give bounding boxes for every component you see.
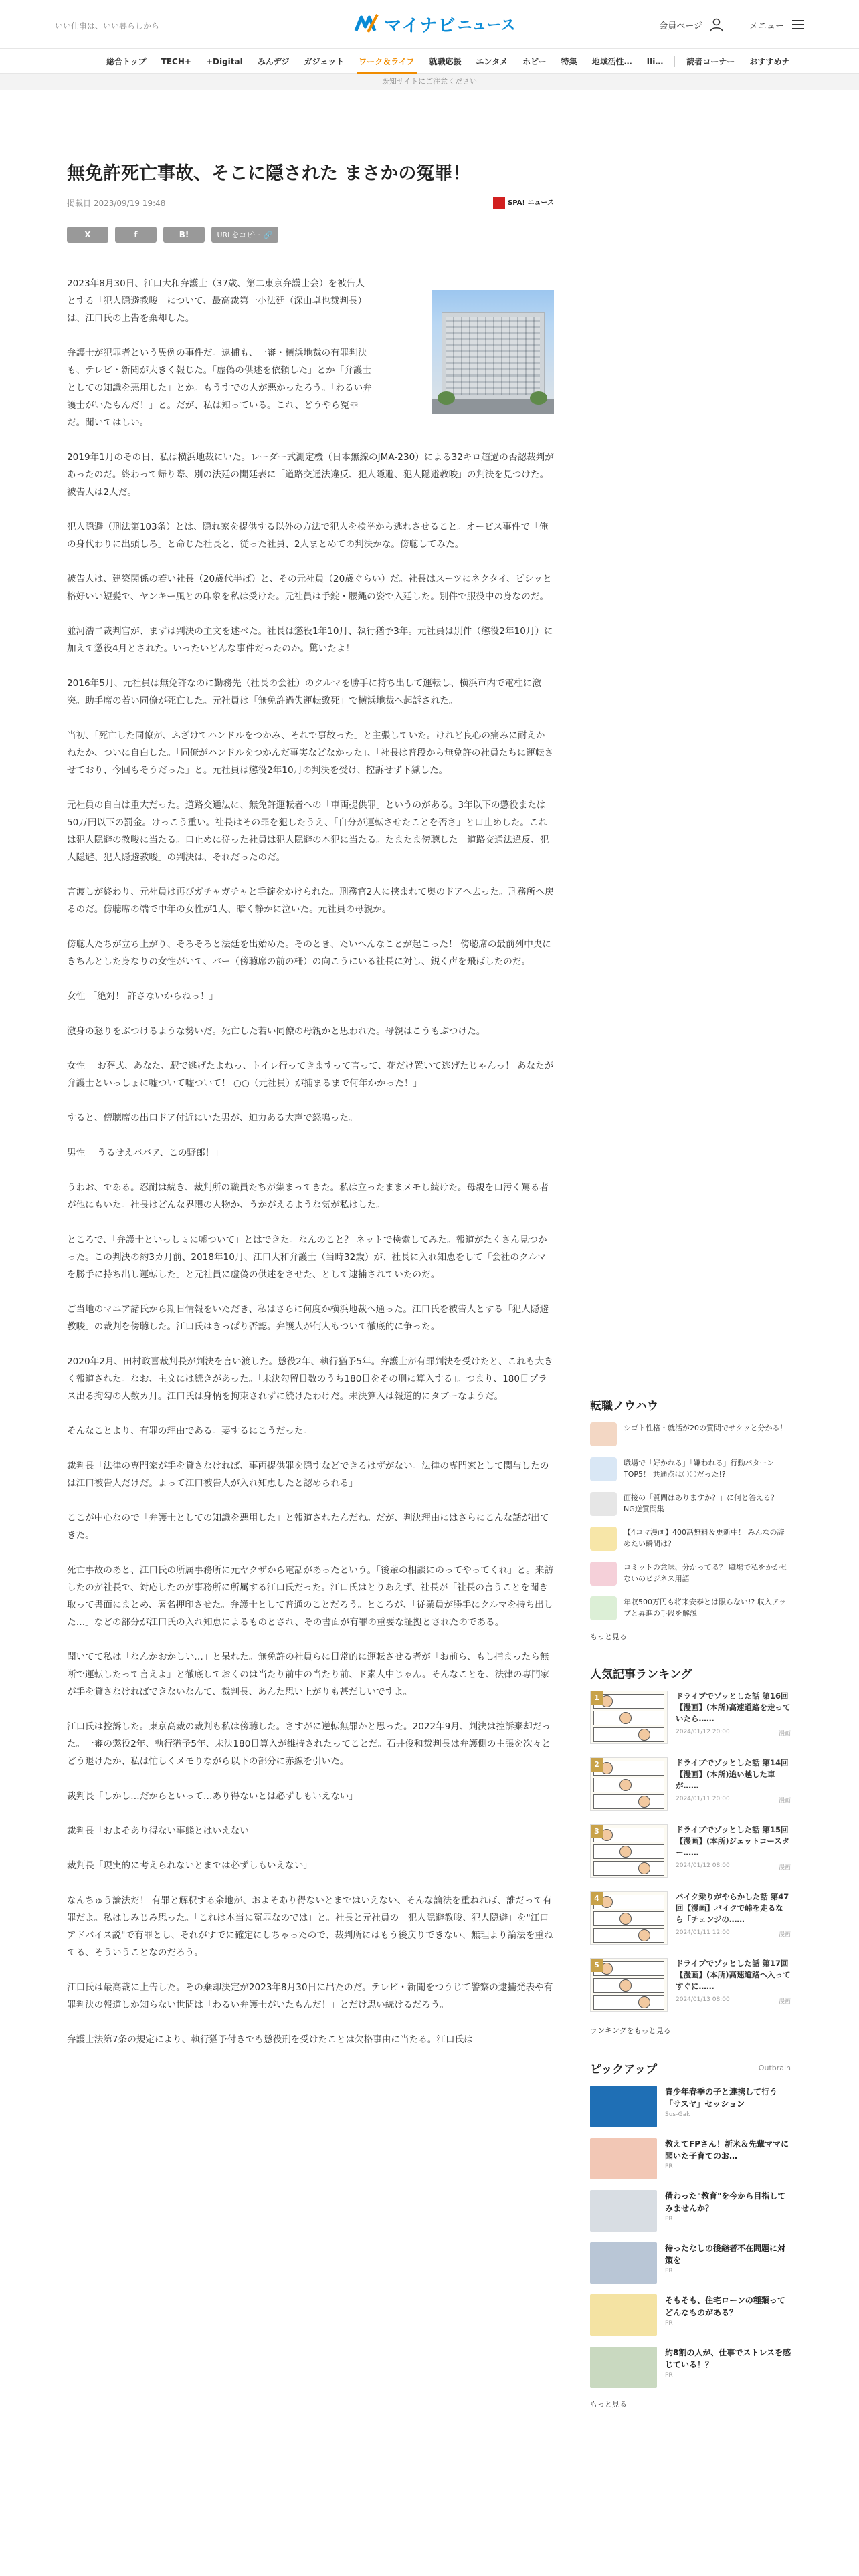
pickup-thumbnail bbox=[590, 2242, 657, 2284]
pickup-source: PR bbox=[665, 2320, 673, 2327]
building-shape bbox=[442, 312, 545, 399]
ranking-item[interactable] bbox=[590, 1757, 791, 1811]
pickup-info bbox=[665, 2190, 791, 2233]
paragraph: ご当地のマニア諸氏から期日情報をいただき、私はさらに何度か横浜地裁へ通った。江口氏を被告人とする「犯人隠避教唆」の裁判を傍聴した。江口氏はきっぱり否認。弁護人が何人もついて徹底的に争った。 bbox=[67, 1304, 549, 1332]
rank-badge: 4 bbox=[591, 1892, 603, 1905]
paragraph: ここが中心なので「弁護士としての知識を悪用した」と報道されたんだね。だが、判決理由にはさらにこんな話が出てきた。 bbox=[67, 1513, 549, 1541]
paragraph: 言渡しが終わり、元社員は再びガチャガチャと手錠をかけられた。刑務官2人に挟まれて奥のドアへ去った。刑務所へ戻るのだ。傍聴席の端で中年の女性が1人、暗く静かに泣いた。元社員の母親か。 bbox=[67, 887, 554, 915]
ranking-date: 2024/01/11 20:00 bbox=[676, 1796, 730, 1802]
pickup-source: PR bbox=[665, 2163, 673, 2170]
paragraph: 男性 「うるせえババア、この野郎！」 bbox=[67, 1148, 223, 1158]
paragraph: 弁護士法第7条の規定により、執行猶予付きでも懲役刑を受けたことは欠格事由に当たる。江口氏は bbox=[67, 2034, 473, 2045]
article bbox=[67, 160, 554, 2066]
paragraph: 死亡事故のあと、江口氏の所属事務所に元ヤクザから電話があったという。「後輩の相談にのってやってくれ」と。来訪したのが社長で、対応したのが事務所に所属する江口氏だった。江口氏はとりあえず、社長が「社長の言うことを聞き取って書面にまとめ、署名押印させた。弁護士として普通のことだろう。ところが、「従業員が勝手にクルマを持ち出した…」などの部分が江口氏の入れ知恵によるものとされ、その書面が有罪の重要な証拠とされたのである。 bbox=[67, 1565, 553, 1628]
pickup-info bbox=[665, 2242, 791, 2285]
know-how-item[interactable] bbox=[590, 1422, 791, 1448]
copy-url-label: URLをコピー bbox=[217, 231, 261, 239]
paragraph: 犯人隠避（刑法第103条）とは、隠れ家を提供する以外の方法で犯人を検挙から逃れさせること。オービス事件で「俺の身代わりに出頭しろ」と命じた社長と、従った社員、2人まとめての判決かな。傍聴してみた。 bbox=[67, 522, 549, 550]
pickup-title: 備わった"教育"を今から目指してみませんか？ bbox=[665, 2191, 786, 2213]
comic-figure bbox=[638, 1996, 650, 2008]
pickup-thumbnail bbox=[590, 2190, 657, 2232]
comic-panel bbox=[593, 1794, 664, 1809]
know-how-item[interactable] bbox=[590, 1457, 791, 1483]
pickup-item[interactable] bbox=[590, 2347, 791, 2389]
comic-panel bbox=[593, 1995, 664, 2010]
ranking-heading: 人気記事ランキング bbox=[590, 1668, 692, 1681]
paragraph: 激身の怒りをぶつけるような勢いだ。死亡した若い同僚の母親かと思われた。母親はこうもぶつけた。 bbox=[67, 1026, 486, 1037]
know-how-title: 職場で「好かれる」「嫌われる」行動パターンTOP5！ 共通点は〇〇だった!? bbox=[624, 1459, 775, 1479]
ranking-meta bbox=[676, 1996, 791, 2005]
pickup-title: 約8割の人が、仕事でストレスを感じている！？ bbox=[665, 2348, 791, 2369]
article-body bbox=[67, 275, 554, 2048]
pickup-item[interactable] bbox=[590, 2242, 791, 2285]
paragraph: 傍聴人たちが立ち上がり、そろそろと法廷を出始めた。そのとき、たいへんなことが起こった！ 傍聴席の最前列中央にきちんとした身なりの女性がいて、バー（傍聴席の前の柵）の向こうにいる社長に対し、鋭く声を飛ばしたのだ。 bbox=[67, 939, 551, 967]
nav-item[interactable]: ホビー bbox=[522, 57, 547, 66]
ranking-item[interactable] bbox=[590, 1958, 791, 2012]
comic-figure bbox=[619, 1779, 632, 1791]
logo-sub-text: ニュース bbox=[457, 17, 516, 34]
global-nav bbox=[0, 48, 859, 74]
pickup-title: 青少年春季の子と連携して行う「サスヤ」セッション bbox=[665, 2087, 778, 2109]
comic-panel bbox=[593, 1928, 664, 1943]
ranking-title: ドライブでゾッとした話 第15回【漫画】(本所)ジェットコースター…… bbox=[676, 1825, 790, 1857]
nav-item[interactable]: TECH+ bbox=[161, 57, 191, 66]
share-facebook-button[interactable]: f bbox=[115, 227, 157, 243]
know-how-item[interactable] bbox=[590, 1562, 791, 1587]
rank-badge: 1 bbox=[591, 1691, 603, 1705]
know-how-title: シゴト性格・就活が20の質問でサクッと分かる！ bbox=[624, 1424, 787, 1432]
paragraph: 弁護士が犯罪者という異例の事件だ。逮捕も、一審・横浜地裁の有罪判決も、テレビ・新聞が大きく報じた。「虚偽の供述を依頼した」とか「弁護士としての知識を悪用した」とか。もうすでの人が悪かったろう。「わるい弁護士がいたもんだ！」と。だが、私は知っている。これ、どうやら冤罪だ。聞いてはしい。 bbox=[67, 348, 372, 428]
ranking-item[interactable] bbox=[590, 1691, 791, 1744]
paragraph: そんなことより、有罪の理由である。要するにこうだった。 bbox=[67, 1426, 313, 1436]
source-logo-text: SPA! ニュース bbox=[508, 199, 554, 207]
comic-figure bbox=[619, 1846, 632, 1858]
comic-figure bbox=[638, 1729, 650, 1741]
rank-badge: 2 bbox=[591, 1758, 603, 1772]
ranking-title: ドライブでゾッとした話 第14回【漫画】(本所)追い越した車が…… bbox=[676, 1758, 789, 1790]
pickup-item[interactable] bbox=[590, 2138, 791, 2181]
paragraph: 女性 「お葬式、あなた、駅で逃げたよねっ、トイレ行ってきますって言って、花だけ置いて逃げたじゃんっ！ あなたが弁護士といっしょに嘘ついて嘘ついて！ ○○（元社員）が捕まるまで何年かかった！」 bbox=[67, 1061, 554, 1089]
ranking-title: ドライブでゾッとした話 第17回【漫画】(本所)高速道路へ入ってすぐに…… bbox=[676, 1959, 791, 1991]
pickup-header bbox=[590, 2060, 791, 2076]
comic-panel bbox=[593, 1961, 664, 1976]
comic-figure bbox=[619, 1913, 632, 1925]
article-meta bbox=[67, 197, 554, 209]
paragraph: 江口氏は最高裁に上告した。その棄却決定が2023年8月30日に出たのだ。テレビ・新聞をつうじて警察の逮捕発表や有罪判決の報道しか知らない世間は「わるい弁護士がいたもんだ！」とだけ思い続けるだろう。 bbox=[67, 1982, 553, 2010]
know-how-title: 年収500万円も将来安泰とは限らない!? 収入アップと昇進の手段を解説 bbox=[624, 1598, 786, 1618]
paragraph: 2016年5月、元社員は無免許なのに勤務先（社長の会社）のクルマを勝手に持ち出して運転し、横浜市内で電柱に激突。助手席の若い同僚が死亡した。元社員は「無免許過失運転致死」で横浜地裁へ起訴された。 bbox=[67, 678, 541, 706]
site-logo[interactable] bbox=[353, 11, 515, 37]
ranking-meta bbox=[676, 1796, 791, 1804]
nav-item[interactable]: みんデジ bbox=[257, 57, 290, 66]
share-x-button[interactable]: X bbox=[67, 227, 108, 243]
illustration-icon bbox=[590, 1596, 617, 1620]
nav-item[interactable]: ガジェット bbox=[304, 57, 345, 66]
ranking-thumbnail bbox=[590, 1757, 668, 1811]
nav-extra-item[interactable]: おすすめナ bbox=[749, 57, 790, 66]
pickup-item[interactable] bbox=[590, 2086, 791, 2129]
logo-text: マイナビ bbox=[384, 15, 456, 36]
ranking-thumbnail bbox=[590, 1891, 668, 1945]
ranking-category: 漫画 bbox=[778, 1931, 791, 1938]
ranking-thumbnail bbox=[590, 1824, 668, 1878]
ranking-info bbox=[676, 1691, 791, 1744]
comic-panel bbox=[593, 1978, 664, 1993]
comic-panel bbox=[593, 1844, 664, 1859]
pickup-source: PR bbox=[665, 2216, 673, 2222]
ranking-info bbox=[676, 1824, 791, 1878]
comic-figure bbox=[638, 1929, 650, 1941]
paragraph: 元社員の自白は重大だった。道路交通法に、無免許運転者への「車両提供罪」というのがある。3年以下の懲役または50万円以下の罰金。けっこう重い。社長はその罪を犯したうえ、「自分が運転させたことを否さ」と口止めした。これは犯人隠避の教唆に当たる。口止めに従った社員は犯人隠避の本犯に当たる。たまたま傍聴した「道路交通法違反、犯人隠避、犯人隠避教唆」の判決は、それだったのだ。 bbox=[67, 800, 549, 863]
ranking-date: 2024/01/12 20:00 bbox=[676, 1729, 730, 1735]
rank-badge: 5 bbox=[591, 1959, 603, 1972]
paragraph: 裁判長「現実的に考えられないとまでは必ずしもいえない」 bbox=[67, 1860, 313, 1871]
comic-panel bbox=[593, 1711, 664, 1725]
paragraph: 女性 「絶対！ 許さないからねっ！」 bbox=[67, 991, 219, 1002]
know-how-title: 【4コマ漫画】400話無料＆更新中！ みんなの辞めたい瞬間は？ bbox=[624, 1528, 785, 1548]
tree-shape bbox=[438, 391, 455, 405]
pickup-info bbox=[665, 2294, 791, 2337]
pickup-info bbox=[665, 2347, 791, 2389]
pickup-heading: ピックアップ bbox=[590, 2063, 658, 2076]
tree-shape bbox=[530, 391, 547, 405]
illustration-icon bbox=[590, 1562, 617, 1586]
hamburger-icon bbox=[791, 17, 805, 32]
nav-extra-item[interactable]: 読者コーナー bbox=[686, 57, 735, 66]
ranking-meta bbox=[676, 1929, 791, 1938]
comic-figure bbox=[619, 1979, 632, 1992]
comic-figure bbox=[638, 1862, 650, 1874]
paragraph: 当初、「死亡した同僚が、ふざけてハンドルをつかみ、それで事故った」と主張していた。けれど良心の痛みに耐えかねたか、ついに自白した。「同僚がハンドルをつかんだ事実などなかった」、「社長は普段から無免許の社員たちに運転させており、今回もそうだった」と。元社員は懲役2年10月の判決を受け、控訴せず下獄した。 bbox=[67, 730, 554, 776]
ranking-info bbox=[676, 1757, 791, 1811]
nav-item[interactable]: 就職応援 bbox=[429, 57, 462, 66]
nav-item[interactable]: 地域活性… bbox=[591, 57, 632, 66]
share-buttons bbox=[67, 227, 554, 243]
know-how-item[interactable] bbox=[590, 1492, 791, 1517]
ranking-date: 2024/01/13 08:00 bbox=[676, 1996, 730, 2003]
paragraph: 裁判長「およそあり得ない事態とはいえない」 bbox=[67, 1826, 258, 1836]
paragraph: 裁判長「しかし…だからといって…あり得ないとは必ずしもいえない」 bbox=[67, 1791, 358, 1802]
member-page-link[interactable] bbox=[659, 17, 724, 32]
ranking-item[interactable] bbox=[590, 1891, 791, 1945]
paragraph: 2020年2月、田村政喜裁判長が判決を言い渡した。懲役2年、執行猶予5年。弁護士が有罪判決を受けたと、これも大きく報道された。なお、主文には続きがあった。「未決勾留日数のうち180日をその刑に算入する」。つまり、180日プラス出る拘勾の人数カ月。江口氏は身柄を拘束されずに続けたわけだ。未決算入は報道的にタブーなようだ。 bbox=[67, 1356, 553, 1402]
nav-item[interactable]: Ili… bbox=[646, 57, 664, 66]
nav-item[interactable]: 特集 bbox=[561, 57, 577, 66]
pickup-thumbnail bbox=[590, 2294, 657, 2336]
paragraph: 2019年1月のその日、私は横浜地裁にいた。レーダー式測定機（日本無線のJMA-230）による32キロ超過の否認裁判があったのだ。終わって帰り際、別の法廷の開廷表に「道路交通法違反、犯人隠避、犯人隠避教唆」の判決を見つけた。被告人は2人だ。 bbox=[67, 452, 554, 498]
ranking-title: バイク乗りがやらかした話 第47回【漫画】バイクで峠を走るなら「チェンジの…… bbox=[676, 1892, 789, 1924]
illustration-icon bbox=[590, 1457, 617, 1481]
share-hatena-button[interactable]: B! bbox=[163, 227, 205, 243]
pickup-item[interactable] bbox=[590, 2190, 791, 2233]
courthouse-photo bbox=[432, 290, 554, 414]
ranking-title: ドライブでゾッとした話 第16回【漫画】(本所)高速道路を走っていたら…… bbox=[676, 1691, 791, 1723]
source-logo-icon bbox=[493, 197, 505, 209]
paragraph: 江口氏は控訴した。東京高裁の裁判も私は傍聴した。さすがに逆転無罪かと思った。2022年9月、判決は控訴棄却だった。一審の懲役2年、執行猶予5年、未決180日算入が維持されたってことだ。石井俊和裁判長は弁護側の主張を次々とどう退けたか、私は忙しくメモりながら以下の部分に赤線を引いた。 bbox=[67, 1721, 551, 1767]
ranking-date: 2024/01/12 08:00 bbox=[676, 1862, 730, 1869]
link-icon: 🔗 bbox=[263, 230, 273, 239]
article-title: 無免許死亡事故、そこに隠された まさかの冤罪！ bbox=[67, 163, 471, 184]
lead-section bbox=[67, 275, 554, 431]
notice-bar: 既知サイトにご注意ください bbox=[0, 74, 859, 90]
pickup-thumbnail bbox=[590, 2347, 657, 2388]
illustration-icon bbox=[590, 1527, 617, 1551]
know-how-title: コミットの意味、分かってる？ 職場で私をかかせないのビジネス用語 bbox=[624, 1563, 788, 1583]
ranking-thumbnail bbox=[590, 1691, 668, 1744]
pickup-title: そもそも、住宅ローンの種類ってどんなものがある？ bbox=[665, 2296, 785, 2317]
comic-panel bbox=[593, 1828, 664, 1842]
comic-panel bbox=[593, 1694, 664, 1709]
ranking-meta bbox=[676, 1862, 791, 1871]
comic-figure bbox=[638, 1796, 650, 1808]
outbrain-label[interactable]: Outbrain bbox=[758, 2064, 791, 2072]
illustration-icon bbox=[590, 1422, 617, 1446]
pickup-source: PR bbox=[665, 2268, 673, 2274]
ranking-category: 漫画 bbox=[778, 1998, 791, 2005]
comic-panel bbox=[593, 1911, 664, 1926]
ranking-category: 漫画 bbox=[778, 1798, 791, 1804]
publish-date: 掲載日 2023/09/19 19:48 bbox=[67, 198, 166, 208]
comic-panel bbox=[593, 1727, 664, 1742]
paragraph: 聞いてて私は「なんかおかしい…」と呆れた。無免許の社員らに日常的に運転させる者が「お前ら、もし捕まったら無断で運転したって言えよ」と徹底しておくのは当たり前中の当たり前、ド素人中じゃん。そんなことを、法律の専門家が手を貸さなければできないなんて、裁判長、あんた思い上がりも甚だしいですよ。 bbox=[67, 1652, 550, 1697]
menu-button[interactable] bbox=[749, 17, 805, 32]
logo-mark-icon bbox=[353, 11, 380, 37]
comic-panel bbox=[593, 1861, 664, 1876]
nav-item[interactable]: ワーク＆ライフ bbox=[351, 49, 421, 74]
pickup-source: PR bbox=[665, 2372, 673, 2379]
comic-panel bbox=[593, 1895, 664, 1909]
nav-item[interactable]: エンタメ bbox=[476, 57, 508, 66]
illustration-icon bbox=[590, 1492, 617, 1516]
ranking-date: 2024/01/11 12:00 bbox=[676, 1929, 730, 1936]
site-header bbox=[0, 0, 859, 48]
pickup-title: 教えてFPさん！新米＆先輩ママに聞いた子育てのお… bbox=[665, 2139, 789, 2161]
paragraph: すると、傍聴席の出口ドア付近にいた男が、迫力ある大声で怒鳴った。 bbox=[67, 1113, 358, 1123]
member-page-label: 会員ページ bbox=[659, 21, 702, 31]
paragraph: 並河浩二裁判官が、まずは判決の主文を述べた。社長は懲役1年10月、執行猶予3年。元社員は別件（懲役2年10月）に加えて懲役4月とされた。いったいどんな事件だったのか。驚いたよ！ bbox=[67, 626, 553, 654]
ranking-info bbox=[676, 1891, 791, 1945]
comic-panel bbox=[593, 1761, 664, 1776]
pickup-more-link[interactable]: もっと見る bbox=[590, 2400, 627, 2409]
pickup-info bbox=[665, 2086, 791, 2129]
user-icon bbox=[709, 17, 724, 32]
nav-separator bbox=[674, 56, 675, 67]
nav-item[interactable]: +Digital bbox=[205, 57, 243, 66]
nav-item[interactable]: 総合トップ bbox=[106, 57, 147, 66]
ranking-info bbox=[676, 1958, 791, 2012]
ranking-category: 漫画 bbox=[778, 1864, 791, 1871]
rank-badge: 3 bbox=[591, 1825, 603, 1838]
paragraph: 被告人は、建築関係の若い社長（20歳代半ば）と、その元社員（20歳ぐらい）だ。社長はスーツにネクタイ、ピシッと格好いい短髪で、ヤンキー風との印象を私は受けた。元社員は手錠・腰縄の姿で入廷した。別件で服役中の身なのだ。 bbox=[67, 574, 552, 602]
paragraph: なんちゅう論法だ！ 有罪と解釈する余地が、およそあり得ないとまではいえない、そんな論法を重ねれば、誰だって有罪だよ。私はしみじみ思った。「これは本当に冤罪なのでは」と。社長と元社員の「犯人隠避教唆、犯人隠避」を"江口アドバイス説"で有罪とし、それがすでに確定にしちゃったので、裁判所にはもう後戻りできない、無理より論法を重ねてる、そういうことなのだろう。 bbox=[67, 1895, 553, 1958]
know-how-heading: 転職ノウハウ bbox=[590, 1400, 658, 1413]
pickup-title: 待ったなしの後継者不在問題に対策を bbox=[665, 2244, 786, 2265]
header-tagline: いい仕事は、いい暮らしから bbox=[55, 21, 160, 31]
ranking-category: 漫画 bbox=[778, 1731, 791, 1737]
pickup-thumbnail bbox=[590, 2138, 657, 2179]
pickup-source: Sus-Gak bbox=[665, 2111, 690, 2118]
sidebar bbox=[590, 1396, 791, 2409]
know-more-link[interactable]: もっと見る bbox=[590, 1632, 627, 1641]
copy-url-button[interactable] bbox=[211, 227, 278, 243]
ranking-thumbnail bbox=[590, 1958, 668, 2012]
pickup-info bbox=[665, 2138, 791, 2181]
paragraph: ところで、「弁護士といっしょに嘘ついて」とはできた。なんのこと？ ネットで検索してみた。報道がたくさん見つかった。この判決の約3カ月前、2018年10月、江口大和弁護士（当時32歳）が、社長に入れ知恵をして「会社のクルマを勝手に持ち出し運転した」と元社員に虚偽の供述をさせた、として逮捕されていたのだ。 bbox=[67, 1235, 547, 1280]
know-how-title: 面接の「質問はありますか？」に何と答える？ NG逆質問集 bbox=[624, 1493, 778, 1513]
ranking-more-link[interactable]: ランキングをもっと見る bbox=[590, 2026, 671, 2035]
comic-panel bbox=[593, 1778, 664, 1792]
know-how-item[interactable] bbox=[590, 1527, 791, 1552]
source-logo[interactable] bbox=[493, 197, 554, 209]
paragraph: うわお、である。忍耐は続き、裁判所の職員たちが集まってきた。私は立ったままメモし続けた。母親を口汚く罵る者が他にもいた。社長はどんな界隈の人物か、うかがえるような気が私はした。 bbox=[67, 1182, 549, 1210]
pickup-item[interactable] bbox=[590, 2294, 791, 2337]
ranking-item[interactable] bbox=[590, 1824, 791, 1878]
ranking-meta bbox=[676, 1729, 791, 1737]
pickup-thumbnail bbox=[590, 2086, 657, 2127]
menu-label: メニュー bbox=[749, 21, 784, 31]
paragraph: 裁判長「法律の専門家が手を貸さなければ、事両提供罪を隠すなどできるはずがない。法律の専門家として関与したのは江口被告人だけだ。よって江口被告人が入れ知恵したと認められる」 bbox=[67, 1461, 549, 1489]
comic-figure bbox=[619, 1712, 632, 1724]
know-how-item[interactable] bbox=[590, 1596, 791, 1622]
paragraph: 2023年8月30日、江口大和弁護士（37歳、第二東京弁護士会）を被告人とする「犯人隠避教唆」について、最高裁第一小法廷（深山卓也裁判長）は、江口氏の上告を棄却した。 bbox=[67, 278, 367, 324]
